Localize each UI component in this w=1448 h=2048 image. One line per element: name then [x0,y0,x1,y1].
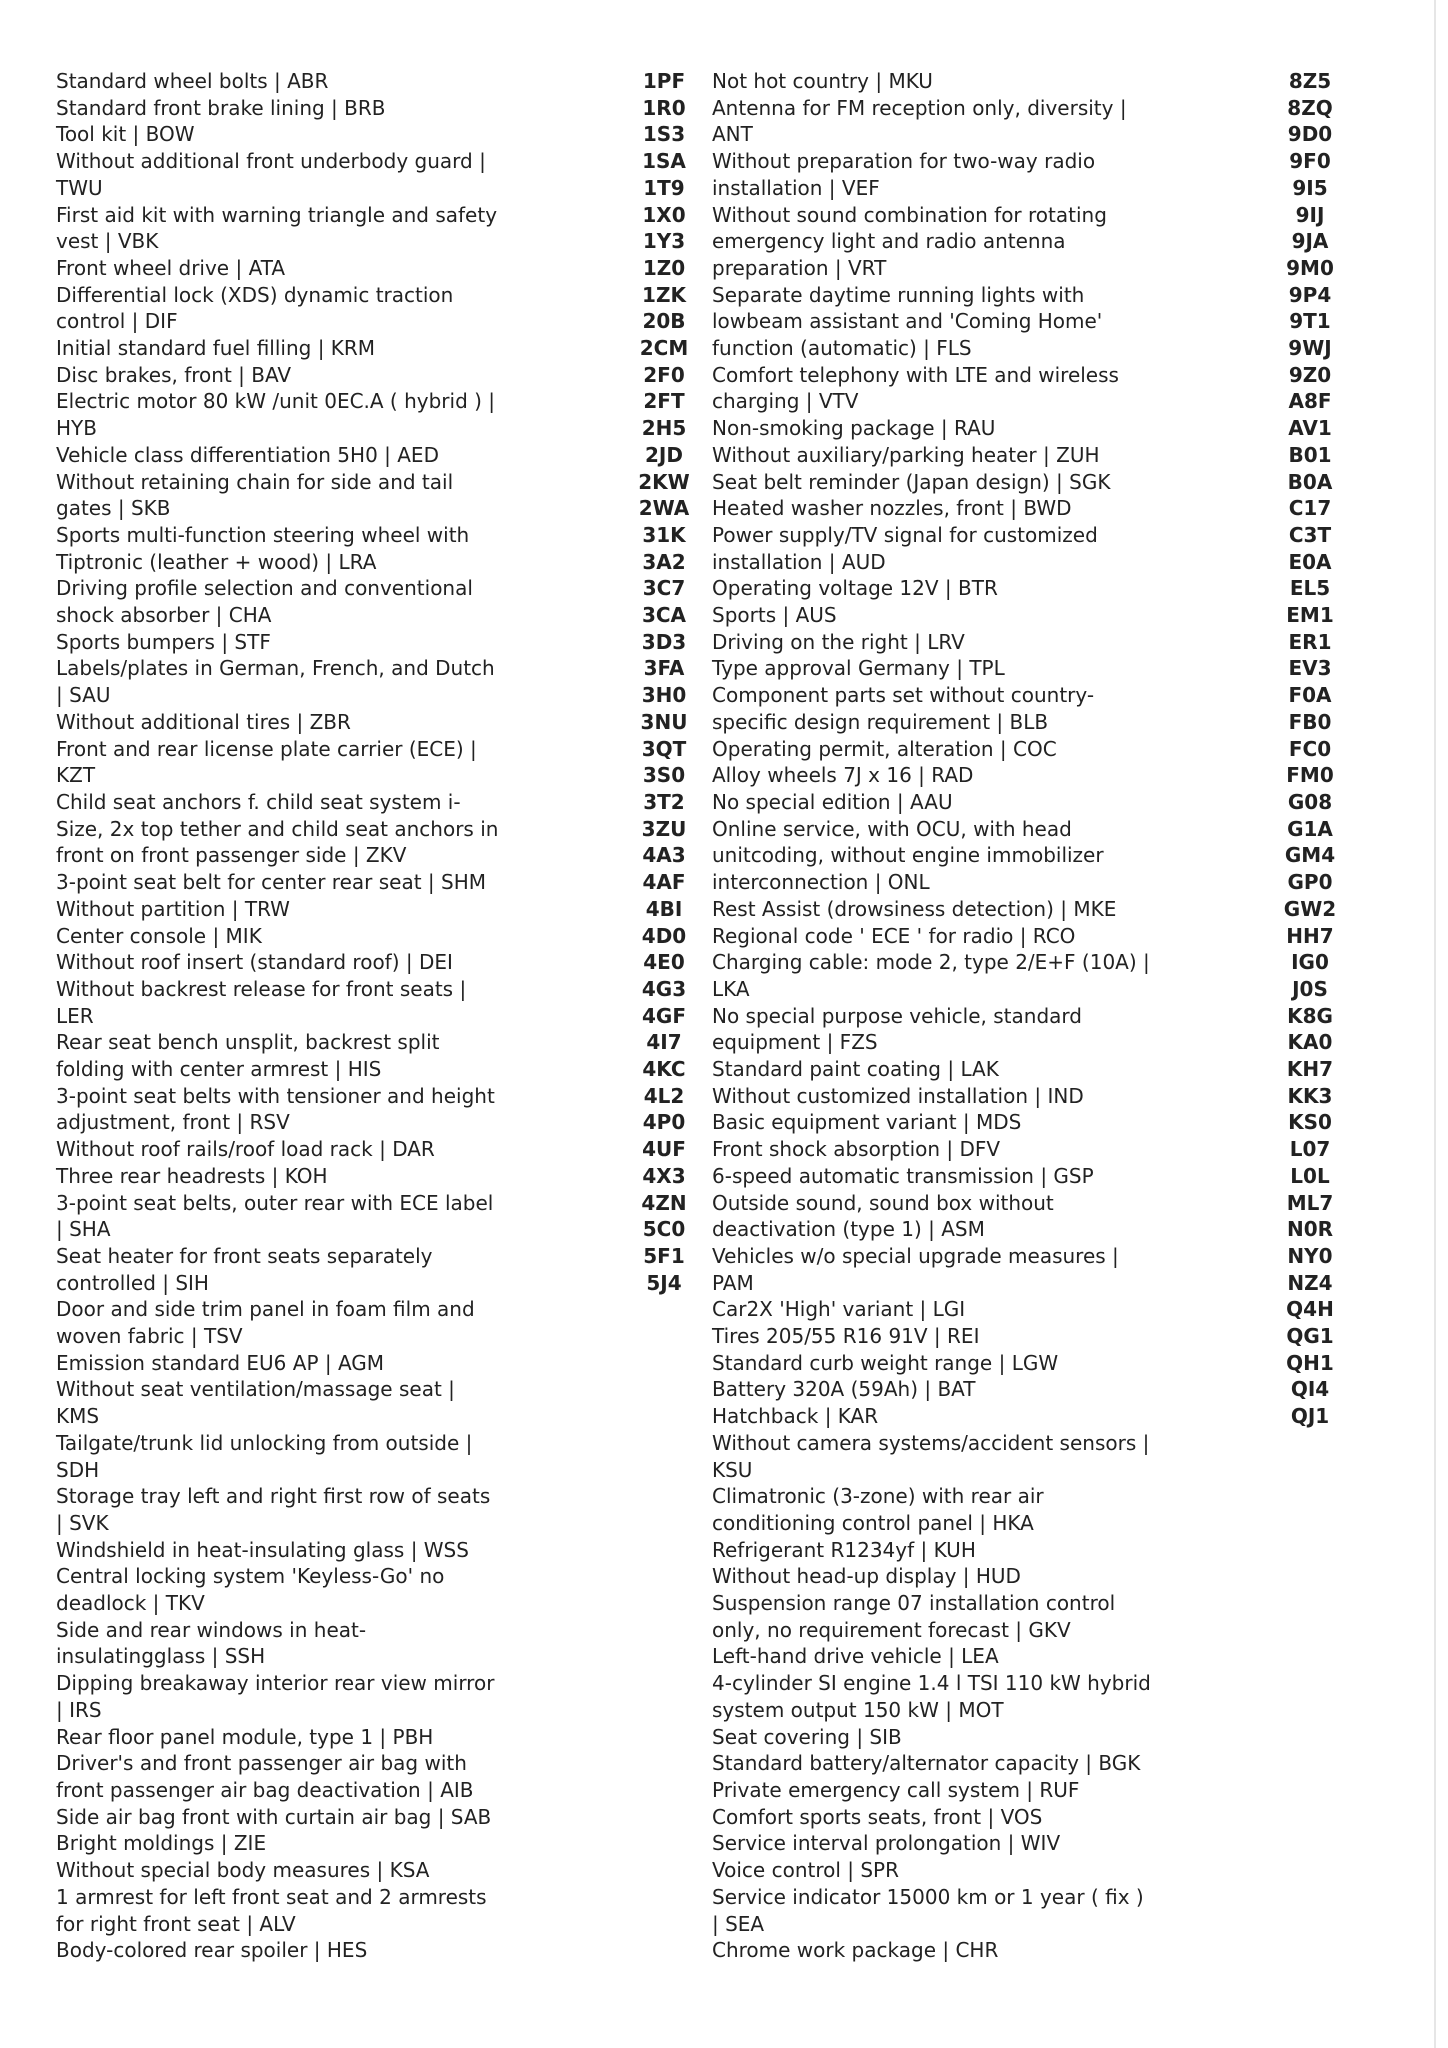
option-code: 31K [642,522,686,547]
equipment-line: 3-point seat belts with tensioner and height [56,1083,495,1108]
option-code: IG0 [1291,950,1329,975]
equipment-line: Outside sound, sound box without [712,1190,1054,1215]
option-code: F0A [1288,683,1332,708]
equipment-line: Child seat anchors f. child seat system i- [56,789,461,814]
option-code: 9P4 [1288,282,1332,307]
option-code: GP0 [1287,870,1333,895]
equipment-line: unitcoding, without engine immobilizer [712,843,1104,868]
option-code: 5F1 [643,1243,685,1268]
equipment-line: 4-cylinder SI engine 1.4 l TSI 110 kW hybrid [712,1671,1151,1696]
equipment-line: Refrigerant R1234yf | KUH [712,1537,976,1562]
option-code: B01 [1288,442,1332,467]
option-code: 3T2 [643,789,685,814]
equipment-line: 3-point seat belt for center rear seat | SHM [56,870,486,895]
option-code: EM1 [1286,603,1334,628]
option-code: 4X3 [642,1163,686,1188]
equipment-line: Disc brakes, front | BAV [56,362,292,387]
equipment-line: Seat covering | SIB [712,1724,902,1749]
option-code: QJ1 [1290,1404,1330,1429]
middle-code-list [626,68,702,1296]
equipment-line: Differential lock (XDS) dynamic traction [56,282,454,307]
left-equipment-list [56,68,526,1964]
equipment-line: shock absorber | CHA [56,603,272,628]
option-code: G1A [1287,816,1333,841]
equipment-line: PAM [712,1270,754,1295]
equipment-line: | IRS [56,1697,102,1722]
equipment-line: Standard front brake lining | BRB [56,95,386,120]
option-code: 4A3 [642,843,686,868]
option-code: E0A [1288,549,1332,574]
equipment-line: Comfort sports seats, front | VOS [712,1804,1043,1829]
equipment-line: Without sound combination for rotating [712,202,1107,227]
option-code: 4L2 [643,1083,685,1108]
equipment-line: Emission standard EU6 AP | AGM [56,1350,385,1375]
equipment-line: SDH [56,1457,100,1482]
equipment-line: Type approval Germany | TPL [712,656,1005,681]
equipment-line: Tires 205/55 R16 91V | REI [712,1324,980,1349]
equipment-line: charging | VTV [712,389,859,414]
equipment-line: Voice control | SPR [712,1858,900,1883]
equipment-line: deadlock | TKV [56,1591,205,1616]
equipment-line: Bright moldings | ZIE [56,1831,267,1856]
equipment-line: Seat heater for front seats separately [56,1243,433,1268]
equipment-line: front passenger air bag deactivation | AIB [56,1778,474,1802]
equipment-line: emergency light and radio antenna [712,229,1066,254]
equipment-line: Standard curb weight range | LGW [712,1350,1059,1375]
option-code: 1SA [642,149,686,174]
equipment-line: installation | AUD [712,549,886,574]
option-code: ML7 [1286,1190,1334,1215]
equipment-line: Service indicator 15000 km or 1 year ( fix ) [712,1884,1144,1909]
equipment-line: LKA [712,976,750,1001]
option-code: GW2 [1283,896,1337,921]
equipment-line: Power supply/TV signal for customized [712,522,1098,547]
option-code: KK3 [1287,1083,1333,1108]
equipment-line: Tiptronic (leather + wood) | LRA [56,549,377,574]
equipment-line: 6-speed automatic transmission | GSP [712,1163,1094,1188]
option-code: 4AF [642,870,686,895]
option-code: J0S [1292,976,1328,1001]
equipment-line: | SAU [56,683,111,708]
option-code: 3CA [641,603,687,628]
option-code: 2FT [643,389,685,414]
equipment-line: interconnection | ONL [712,870,930,895]
right-code-list [1270,68,1350,1430]
equipment-line: gates | SKB [56,496,171,521]
equipment-line: No special purpose vehicle, standard [712,1003,1082,1028]
option-code: 1PF [642,69,686,93]
equipment-line: Without additional tires | ZBR [56,709,351,734]
equipment-line: Door and side trim panel in foam film and [56,1297,475,1322]
option-code: 4D0 [641,923,687,948]
equipment-line: Front shock absorption | DFV [712,1137,1001,1162]
equipment-line: Driver's and front passenger air bag with [56,1751,467,1776]
equipment-line: folding with center armrest | HIS [56,1057,382,1082]
option-code: 1Z0 [642,255,686,280]
option-code: G08 [1287,789,1333,814]
option-code: 3D3 [641,629,687,654]
equipment-line: woven fabric | TSV [56,1324,243,1349]
option-code: 4ZN [641,1190,687,1215]
option-code: 4KC [642,1057,686,1082]
option-code: KH7 [1286,1057,1334,1082]
equipment-line: Heated washer nozzles, front | BWD [712,496,1072,521]
option-code: C3T [1288,522,1332,547]
equipment-line: Rear seat bench unsplit, backrest split [56,1030,440,1055]
option-code: 2CM [639,336,689,361]
equipment-line: Without auxiliary/parking heater | ZUH [712,442,1100,467]
equipment-line: | SVK [56,1510,109,1535]
option-code: 2JD [645,442,683,467]
option-code: HH7 [1286,923,1334,948]
option-code: 3H0 [641,683,687,708]
equipment-line: Without seat ventilation/massage seat | [56,1377,455,1402]
option-code: FM0 [1286,763,1334,788]
equipment-line: Three rear headrests | KOH [56,1163,328,1188]
option-code: B0A [1287,469,1333,494]
option-code: 5C0 [642,1217,686,1242]
option-code: 2F0 [643,362,685,387]
option-code: 3C7 [642,576,686,601]
equipment-line: Private emergency call system | RUF [712,1778,1080,1802]
equipment-line: HYB [56,416,97,441]
equipment-line: Seat belt reminder (Japan design) | SGK [712,469,1111,494]
option-code: 3S0 [642,763,686,788]
equipment-line: Driving on the right | LRV [712,629,965,654]
equipment-line: Without roof rails/roof load rack | DAR [56,1137,435,1162]
equipment-line: for right front seat | ALV [56,1911,296,1936]
option-code: QH1 [1286,1350,1334,1375]
equipment-line: Without head-up display | HUD [712,1564,1021,1589]
option-code: 9I5 [1292,175,1328,200]
option-code: Q4H [1286,1297,1334,1322]
equipment-line: Antenna for FM reception only, diversity | [712,95,1127,120]
equipment-line: Center console | MIK [56,923,262,948]
equipment-line: ANT [712,122,753,147]
option-code: 2H5 [641,416,687,441]
option-code: 3QT [641,736,687,761]
option-code: 4E0 [643,950,685,975]
equipment-line: Without partition | TRW [56,896,290,921]
equipment-line: Without camera systems/accident sensors | [712,1430,1150,1455]
equipment-line: equipment | FZS [712,1030,878,1055]
equipment-line: Driving profile selection and conventional [56,576,473,601]
option-code: 9JA [1291,229,1329,254]
equipment-line: function (automatic) | FLS [712,336,972,361]
equipment-line: Non-smoking package | RAU [712,416,996,441]
equipment-line: lowbeam assistant and 'Coming Home' [712,309,1103,334]
equipment-line: Charging cable: mode 2, type 2/E+F (10A) | [712,950,1150,975]
equipment-line: Without roof insert (standard roof) | DEI [56,950,453,975]
option-code: 9IJ [1295,202,1325,227]
equipment-line: Front and rear license plate carrier (ECE) | [56,736,477,761]
equipment-line: Basic equipment variant | MDS [712,1110,1022,1135]
equipment-line: Windshield in heat-insulating glass | WSS [56,1537,469,1562]
option-code: GM4 [1284,843,1336,868]
equipment-line: Comfort telephony with LTE and wireless [712,362,1119,387]
equipment-line: Rest Assist (drowsiness detection) | MKE [712,896,1117,921]
right-equipment-list [712,68,1182,1964]
equipment-line: Electric motor 80 kW /unit 0EC.A ( hybrid ) | [56,389,496,414]
equipment-line: vest | VBK [56,229,159,254]
equipment-line: Without retaining chain for side and tail [56,469,454,494]
equipment-line: KMS [56,1404,100,1429]
equipment-line: Tool kit | BOW [56,122,195,147]
equipment-line: Climatronic (3-zone) with rear air [712,1484,1044,1509]
option-code: 4BI [645,896,683,921]
equipment-line: Sports | AUS [712,603,837,628]
option-code: 1S3 [642,122,686,147]
option-code: 9M0 [1286,255,1334,280]
equipment-line: controlled | SIH [56,1270,209,1295]
option-code: 9Z0 [1288,362,1332,387]
equipment-line: Body-colored rear spoiler | HES [56,1938,368,1963]
equipment-line: adjustment, front | RSV [56,1110,290,1135]
equipment-line: KSU [712,1457,753,1482]
equipment-line: only, no requirement forecast | GKV [712,1617,1071,1642]
option-code: 3NU [640,709,688,734]
option-code: 5J4 [646,1270,682,1295]
equipment-line: Hatchback | KAR [712,1404,879,1429]
option-code: EV3 [1288,656,1332,681]
option-code: 9WJ [1288,336,1332,361]
equipment-line: installation | VEF [712,175,880,200]
scan-edge [1434,0,1436,2048]
equipment-line: Without preparation for two-way radio [712,149,1096,174]
option-code: KS0 [1288,1110,1332,1135]
equipment-line: preparation | VRT [712,255,887,280]
equipment-line: Sports bumpers | STF [56,629,271,654]
option-code: N0R [1286,1217,1334,1242]
option-code: 8ZQ [1287,95,1333,120]
option-code: NZ4 [1287,1270,1333,1295]
equipment-line: Side air bag front with curtain air bag | SAB [56,1804,492,1829]
option-code: 3A2 [642,549,686,574]
equipment-line: insulatingglass | SSH [56,1644,266,1669]
equipment-line: Regional code ' ECE ' for radio | RCO [712,923,1076,948]
option-code: NY0 [1287,1243,1333,1268]
option-code: 1Y3 [642,229,686,254]
option-code: QG1 [1286,1324,1334,1349]
equipment-line: Car2X 'High' variant | LGI [712,1297,966,1322]
equipment-line: Side and rear windows in heat- [56,1617,367,1642]
equipment-line: Service interval prolongation | WIV [712,1831,1061,1856]
option-code: EL5 [1289,576,1331,601]
equipment-line: Not hot country | MKU [712,69,933,93]
equipment-line: 3-point seat belts, outer rear with ECE label [56,1190,494,1215]
equipment-line: Initial standard fuel filling | KRM [56,336,376,361]
equipment-line: Standard wheel bolts | ABR [56,69,329,93]
equipment-line: Alloy wheels 7J x 16 | RAD [712,763,974,788]
option-code: 8Z5 [1288,69,1332,93]
option-code: 4UF [642,1137,686,1162]
equipment-line: system output 150 kW | MOT [712,1697,1004,1722]
equipment-line: Without backrest release for front seats | [56,976,467,1001]
equipment-line: Suspension range 07 installation control [712,1591,1116,1616]
option-code: KA0 [1287,1030,1333,1055]
equipment-line: Tailgate/trunk lid unlocking from outside | [56,1430,473,1455]
equipment-line: Left-hand drive vehicle | LEA [712,1644,999,1669]
option-code: 4P0 [642,1110,686,1135]
option-code: C17 [1288,496,1332,521]
equipment-line: Standard paint coating | LAK [712,1057,999,1082]
option-code: 1R0 [642,95,686,120]
option-code: 20B [642,309,686,334]
equipment-line: TWU [56,175,103,200]
option-code: 4I7 [646,1030,682,1055]
equipment-line: First aid kit with warning triangle and safety [56,202,498,227]
equipment-line: Vehicle class differentiation 5H0 | AED [56,442,439,467]
equipment-line: | SHA [56,1217,111,1242]
equipment-line: Battery 320A (59Ah) | BAT [712,1377,976,1402]
equipment-line: Central locking system 'Keyless-Go' no [56,1564,445,1589]
equipment-line: No special edition | AAU [712,789,953,814]
equipment-line: Labels/plates in German, French, and Dutch [56,656,495,681]
option-code: AV1 [1288,416,1332,441]
equipment-line: LER [56,1003,94,1028]
option-code: A8F [1288,389,1332,414]
equipment-line: Operating permit, alteration | COC [712,736,1057,761]
equipment-line: Size, 2x top tether and child seat anchors in [56,816,499,841]
option-code: 4GF [642,1003,686,1028]
equipment-line: Chrome work package | CHR [712,1938,999,1963]
equipment-line: conditioning control panel | HKA [712,1510,1034,1535]
equipment-line: Rear floor panel module, type 1 | PBH [56,1724,434,1749]
equipment-line: Standard battery/alternator capacity | BGK [712,1751,1141,1776]
equipment-line: Sports multi-function steering wheel with [56,522,470,547]
option-code: L07 [1289,1137,1331,1162]
option-code: FC0 [1288,736,1332,761]
option-code: 2WA [638,496,690,521]
equipment-line: front on front passenger side | ZKV [56,843,407,868]
option-code: 9F0 [1289,149,1331,174]
option-code: 3ZU [641,816,687,841]
option-code: K8G [1287,1003,1333,1028]
equipment-line: Without customized installation | IND [712,1083,1084,1108]
equipment-line: 1 armrest for left front seat and 2 armrests [56,1884,487,1909]
equipment-line: KZT [56,763,96,788]
equipment-line: Storage tray left and right first row of seats [56,1484,491,1509]
option-code: 9T1 [1289,309,1331,334]
option-code: 4G3 [641,976,687,1001]
equipment-line: control | DIF [56,309,178,334]
equipment-line: specific design requirement | BLB [712,709,1049,734]
equipment-line: Component parts set without country- [712,683,1095,708]
option-code: FB0 [1288,709,1332,734]
option-code: 1X0 [642,202,686,227]
equipment-line: Front wheel drive | ATA [56,255,286,280]
option-code: 9D0 [1287,122,1333,147]
option-code: L0L [1290,1163,1330,1188]
equipment-line: Separate daytime running lights with [712,282,1085,307]
option-code: 3FA [643,656,685,681]
option-code: ER1 [1288,629,1332,654]
equipment-line: Vehicles w/o special upgrade measures | [712,1243,1119,1268]
equipment-line: deactivation (type 1) | ASM [712,1217,985,1242]
option-code: 2KW [638,469,690,494]
equipment-line: | SEA [712,1911,765,1936]
option-code: QI4 [1290,1377,1330,1402]
option-code: 1T9 [643,175,685,200]
equipment-line: Dipping breakaway interior rear view mirror [56,1671,495,1696]
equipment-line: Without special body measures | KSA [56,1858,430,1883]
equipment-line: Without additional front underbody guard | [56,149,486,174]
equipment-line: Online service, with OCU, with head [712,816,1072,841]
equipment-line: Operating voltage 12V | BTR [712,576,998,601]
option-code: 1ZK [642,282,686,307]
